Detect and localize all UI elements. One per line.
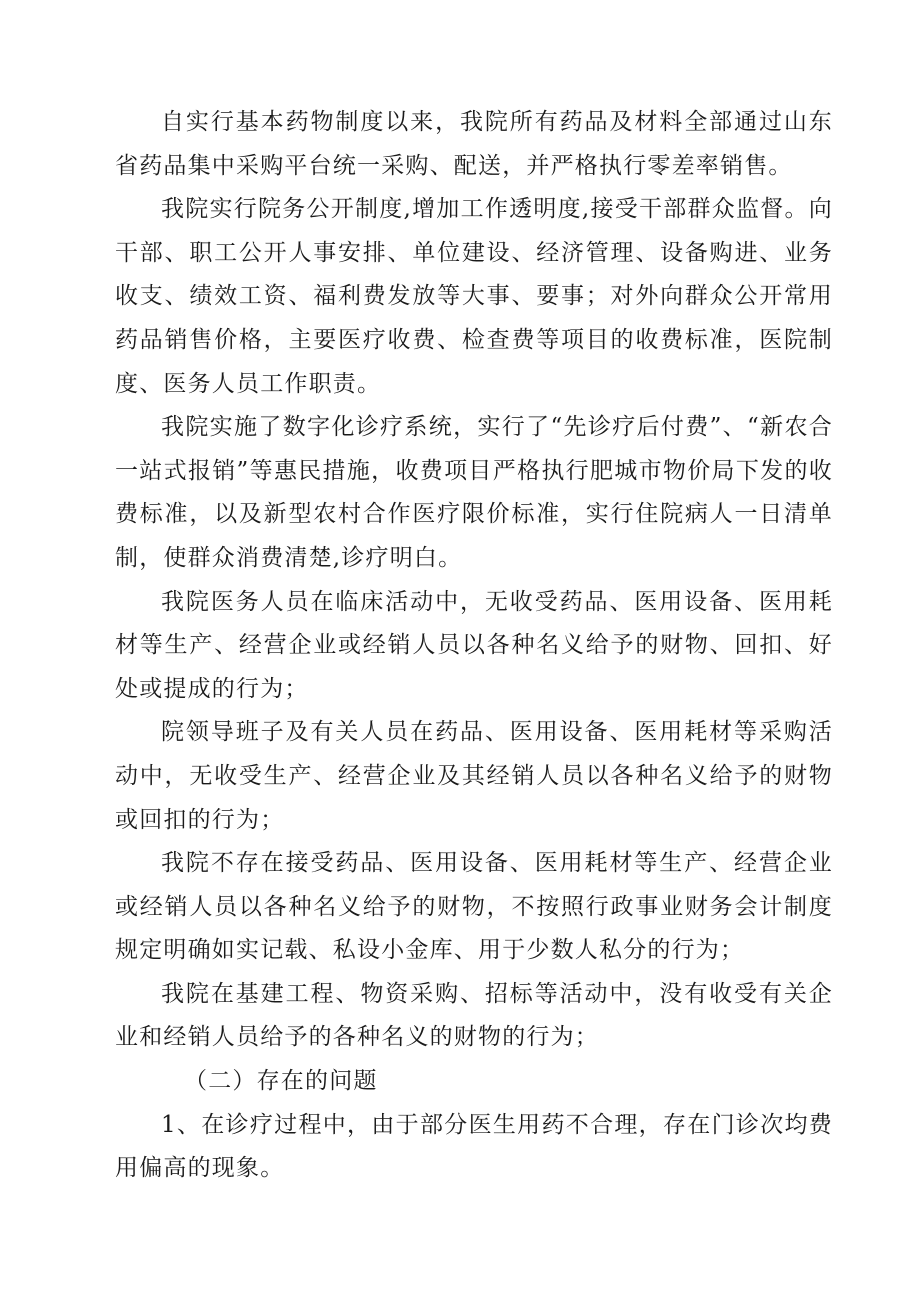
paragraph-digital-system: 我院实施了数字化诊疗系统，实行了“先诊疗后付费”、“新农合一站式报销”等惠民措施，收费项目严格执行肥城市物价局下发的收费标准，以及新型农村合作医疗限价标准，实行住院病人一日清单制，使群众消费清楚,诊疗明白。: [115, 414, 833, 571]
paragraph-transparency: 我院实行院务公开制度,增加工作透明度,接受干部群众监督。向干部、职工公开人事安排、单位建设、经济管理、设备购进、业务收支、绩效工资、福利费发放等大事、要事；对外向群众公开常用药品销售价格，主要医疗收费、检查费等项目的收费标准，医院制度、医务人员工作职责。: [115, 196, 833, 397]
paragraph-leadership-conduct: 院领导班子及有关人员在药品、医用设备、医用耗材等采购活动中，无收受生产、经营企业及其经销人员以各种名义给予的财物或回扣的行为；: [115, 719, 833, 833]
paragraph-procurement: 自实行基本药物制度以来，我院所有药品及材料全部通过山东省药品集中采购平台统一采购、配送，并严格执行零差率销售。: [115, 109, 833, 179]
paragraph-construction-conduct: 我院在基建工程、物资采购、招标等活动中，没有收受有关企业和经销人员给予的各种名义的财物的行为；: [115, 980, 833, 1051]
issue-item-1: 1、在诊疗过程中，由于部分医生用药不合理，存在门诊次均费用偏高的现象。: [115, 1111, 833, 1182]
paragraph-finance-conduct: 我院不存在接受药品、医用设备、医用耗材等生产、经营企业或经销人员以各种名义给予的财物，不按照行政事业财务会计制度规定明确如实记载、私设小金库、用于少数人私分的行为；: [115, 850, 833, 964]
document-body: [115, 101, 833, 1191]
paragraph-staff-conduct: 我院医务人员在临床活动中，无收受药品、医用设备、医用耗材等生产、经营企业或经销人员以各种名义给予的财物、回扣、好处或提成的行为；: [115, 588, 833, 702]
section-heading: （二）存在的问题: [184, 1068, 378, 1095]
